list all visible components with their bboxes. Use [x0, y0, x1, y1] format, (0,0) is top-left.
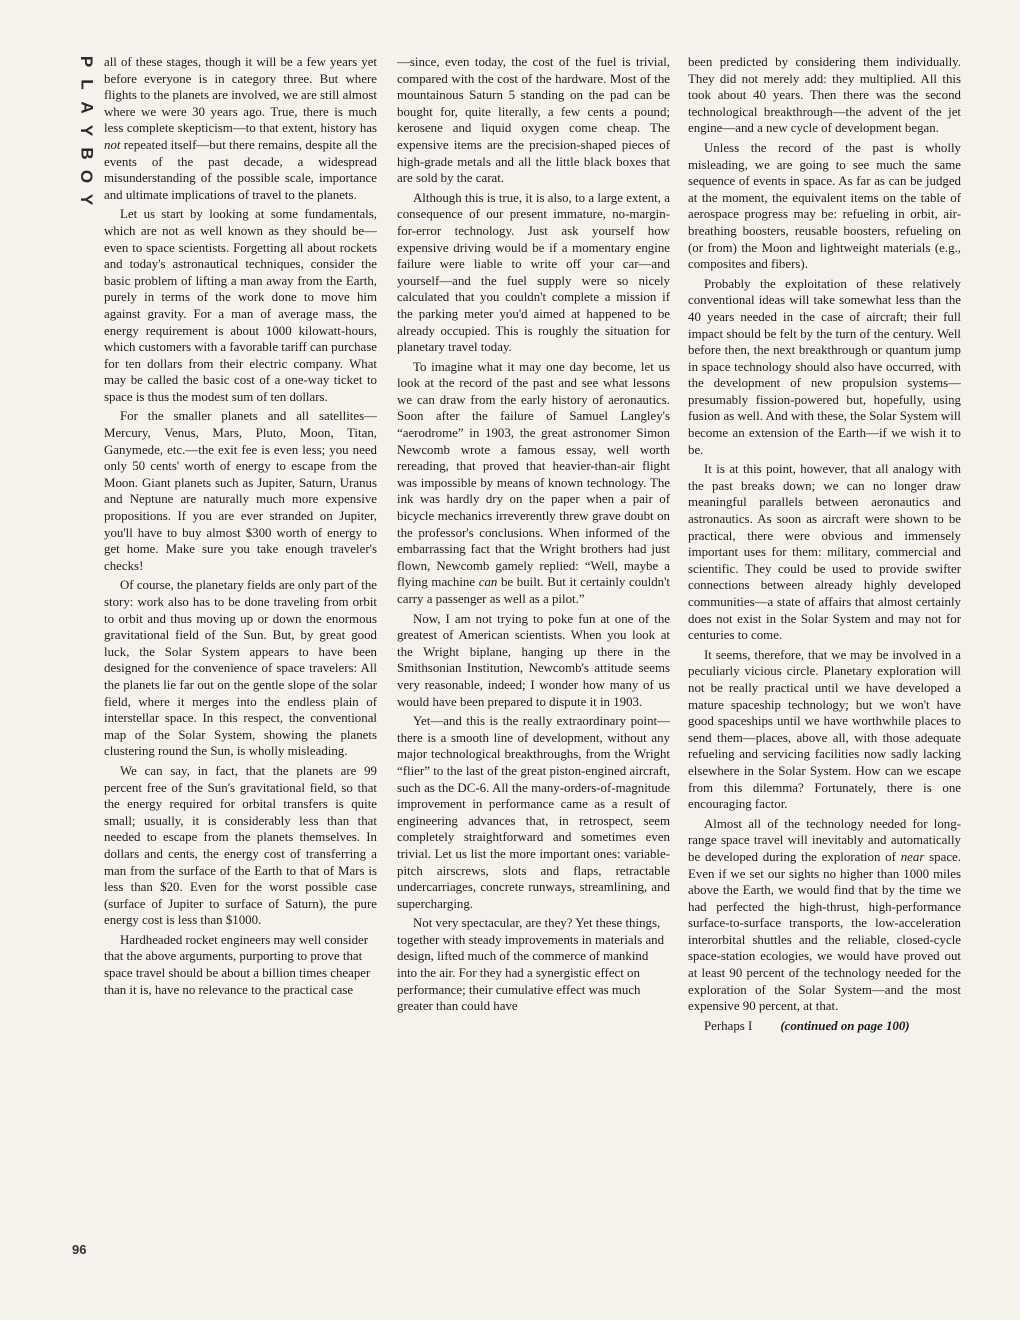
article-paragraph	[397, 54, 670, 187]
paragraph-text: Now, I am not trying to poke fun at one of the greatest of American scientists. When you look at the Wright biplane, hanging up there in the Smithsonian Institution, Newcomb's attitude seems very reasonable, indeed; I wonder how many of us would have been prepared to dispute it in 1903.	[397, 611, 670, 709]
article-paragraph	[104, 206, 377, 405]
article-paragraph	[104, 932, 377, 998]
paragraph-text: For the smaller planets and all satellites—Mercury, Venus, Mars, Pluto, Moon, Titan, Ganymede, etc.—the exit fee is even less; you need only 50 cents' worth of energy to escape from the Moon. Giant planets such as Jupiter, Saturn, Uranus and Neptune are naturally much more expensive propositions. If you are ever stranded on Jupiter, you'll have to buy almost $300 worth of energy to get home. Make sure you take enough traveler's checks!	[104, 409, 377, 573]
article-paragraph	[104, 54, 377, 203]
paragraph-text: Although this is true, it is also, to a large extent, a consequence of our present immature, no-margin-for-error technology. Just ask yourself how expensive driving would be if a momentary engine failure were liable to write off your car—and yourself—and the fuel supply were so nicely calculated that you couldn't complete a mission if the parking meter you'd aimed at happened to be already occupied. This is roughly the situation for planetary travel today.	[397, 190, 670, 355]
paragraph-text: Let us start by looking at some fundamentals, which are not as well known as they should be—even to space scientists. Forgetting all about rockets and today's astronautical techniques, consider the basic problem of lifting a man away from the Earth, purely in terms of the work done to move him against gravity. For a man of average mass, the energy requirement is about 1000 kilowatt-hours, which customers with a favorable tariff can purchase for ten dollars from their electric company. What may be called the basic cost of a one-way ticket to space is thus the modest sum of ten dollars.	[104, 207, 377, 404]
masthead-letter: B	[77, 147, 97, 160]
article-column-2	[397, 54, 670, 1269]
article-paragraph	[688, 140, 961, 273]
article-paragraph	[397, 190, 670, 356]
article-paragraph	[688, 647, 961, 813]
paragraph-text: To imagine what it may one day become, let us look at the record of the past and see what lessons we can draw from the early history of aeronautics. Soon after the failure of Samuel Langley's “aerodrome” in 1903, the great astronomer Simon Newcomb wrote a famous essay, well worth rereading, that proved that heavier-than-air flight was impossible by means of known technology. The ink was hardly dry on the paper when a pair of bicycle mechanics irreverently threw grave doubt on the professor's conclusions. When informed of the embarrassing fact that the Wright brothers had just flown, Newcomb gamely replied: “Well, maybe a flying machine	[397, 359, 670, 590]
article-paragraph	[397, 713, 670, 912]
paragraph-text: Hardheaded rocket engineers may well consider that the above arguments, purporting to prove that space travel should be about a billion times cheaper than it is, have no relevance to the practical case	[104, 932, 371, 997]
masthead-letter: O	[77, 169, 97, 184]
paragraph-text: Yet—and this is the really extraordinary point—there is a smooth line of development, without any major technological breakthroughs, from the Wright “flier” to the last of the great piston-engined aircraft, such as the DC-6. All the many-orders-of-magnitude improvement in performance came as a result of engineering advances that, in retrospect, seem completely straightforward and sometimes even trivial. Let us list the more important ones: variable-pitch airscrews, slots and flaps, retractable undercarriages, concrete runways, streamlining, and supercharging.	[397, 714, 670, 911]
paragraph-text: be built. But it certainly couldn't carry a passenger as well as a pilot.”	[397, 575, 670, 606]
paragraph-text: Perhaps I	[704, 1018, 753, 1033]
masthead-letter: Y	[77, 193, 97, 206]
paragraph-text: been predicted by considering them individually. They did not merely add: they multiplied. All this took about 40 years. Then there was the second technological breakthrough—the advent of the jet engine—and a new cycle of development began.	[688, 55, 961, 136]
paragraph-text: Not very spectacular, are they? Yet these things, together with steady improvements in materials and design, lifted much of the commerce of mankind into the air. For they had a synergistic effect on performance; their cumulative effect was much greater than could have	[397, 916, 665, 1014]
paragraph-text: It seems, therefore, that we may be involved in a peculiarly vicious circle. Planetary exploration will not be really practical until we have developed a mature spaceship technology; but we won't have good spaceships until we have worthwhile places to send them—places, above all, with those adequate refueling and servicing facilities now sadly lacking elsewhere in the Solar System. How can we escape from this dilemma? Fortunately, there is one encouraging factor.	[688, 647, 961, 812]
paragraph-text: repeated itself—but there remains, despite all the events of the past decade, a widespread misunderstanding of the possible scale, importance and ultimate implications of travel to the planets.	[104, 137, 377, 202]
article-paragraph	[688, 816, 961, 1015]
emphasis-text: can	[478, 575, 498, 590]
emphasis-text: near	[900, 849, 925, 864]
article-paragraph	[104, 408, 377, 574]
masthead-letter: Y	[77, 124, 97, 137]
paragraph-text: —since, even today, the cost of the fuel is trivial, compared with the cost of the hardware. Most of the mountainous Saturn 5 standing on the pad can be bought for, quite literally, a few cents a pound; kerosene and liquid oxygen come cheap. The expensive items are the precision-shaped pieces of high-grade metals and all the little black boxes that are sold by the carat.	[397, 55, 670, 186]
paragraph-text: Almost all of the technology needed for long-range space travel will inevitably and automatically be developed during the exploration of	[688, 816, 961, 864]
paragraph-text: Of course, the planetary fields are only part of the story: work also has to be done traveling from orbit to orbit and thus moving up or down the enormous gravitational field of the Sun. But, by great good luck, the Solar System appears to have been designed for the convenience of space travelers: All the planets lie far out on the gentle slope of the solar field, where it merges into the endless plain of interstellar space. In this respect, the conventional map of the Solar System, showing the planets clustering round the Sun, is wholly misleading.	[104, 578, 377, 759]
magazine-masthead-vertical	[76, 52, 98, 213]
masthead-letter: P	[77, 55, 97, 68]
page-number: 96	[72, 1242, 87, 1257]
article-paragraph	[688, 461, 961, 644]
paragraph-text: We can say, in fact, that the planets are 99 percent free of the Sun's gravitational field, so that the energy required for orbital transfers is quite small; usually, it is considerably less than that needed to escape from the planets themselves. In dollars and cents, the energy cost of transferring a man from the surface of the Earth to that of Mars is less than $20. Even for the worst possible case (surface of Jupiter to surface of Saturn), the pure energy cost is less than $1000.	[104, 763, 377, 928]
paragraph-text: space. Even if we set our sights no higher than 1000 miles above the Earth, we would find that by the time we had perfected the high-thrust, high-performance surface-to-surface transports, the low-acceleration interorbital shuttles and the reliable, closed-cycle space-station ecologies, we would have proved out at least 90 percent of the technology needed for the exploration of the Solar System—and the most expensive 90 percent, at that.	[688, 849, 961, 1014]
paragraph-text: Unless the record of the past is wholly misleading, we are going to see much the same sequence of events in space. As far as can be judged at the moment, the equivalent items on the table of aerospace progress may be: refueling in orbit, air-breathing boosters, reusable boosters, refueling on (or from) the Moon and lightweight materials (e.g., composites and fibers).	[688, 140, 961, 272]
article-column-1	[104, 54, 377, 1269]
paragraph-text: It is at this point, however, that all analogy with the past breaks down; we can no longer draw meaningful parallels between aeronautics and astronautics. As soon as aircraft were shown to be practical, there were obvious and immensely important uses for them: military, commercial and scientific. They could be used to provide swifter connections between already highly developed communities—a state of affairs that almost certainly does not exist in the Solar System and may not for centuries to come.	[688, 462, 961, 643]
masthead-letter: A	[77, 101, 97, 114]
article-paragraph	[104, 763, 377, 929]
continued-on-page-note: (continued on page 100)	[780, 1018, 910, 1033]
article-paragraph	[397, 359, 670, 608]
article-paragraph	[688, 54, 961, 137]
paragraph-text: all of these stages, though it will be a few years yet before everyone is in category three. But where flights to the planets are involved, we are still almost where we were 30 years ago. True, there is much less complete skepticism—to that extent, history has	[104, 55, 377, 136]
paragraph-text: Probably the exploitation of these relatively conventional ideas will take somewhat less than the 40 years needed in the case of aircraft; their full impact should be felt by the turn of the century. Well before then, the next breakthrough or quantum jump in space technology should also have occurred, with the development of new propulsion systems—presumably fission-powered but, hopefully, using fusion as well. And with these, the Solar System will become an extension of the Earth—if we wish it to be.	[688, 276, 961, 457]
article-column-3	[688, 54, 961, 1269]
article-paragraph	[688, 276, 961, 459]
article-paragraph	[397, 611, 670, 711]
article-paragraph	[104, 577, 377, 760]
masthead-letter: L	[77, 79, 97, 90]
emphasis-text: not	[104, 137, 121, 152]
article-paragraph	[397, 915, 670, 1015]
article-paragraph	[688, 1018, 961, 1035]
